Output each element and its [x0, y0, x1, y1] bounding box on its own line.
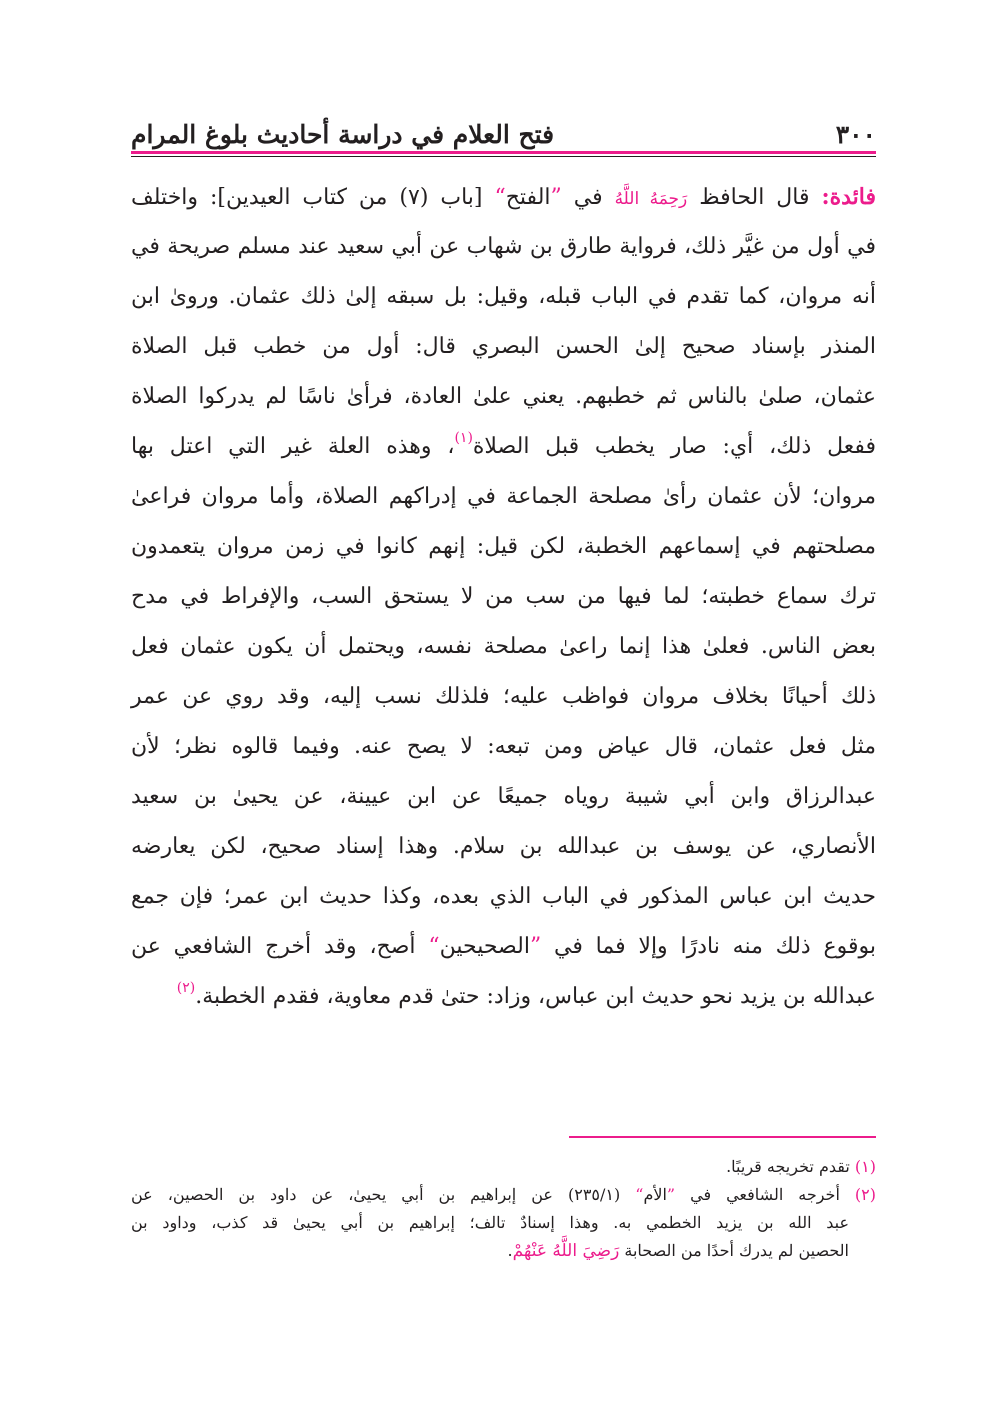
rahimahullah-honorific: رَحِمَهُ اللَّهُ — [614, 189, 688, 209]
page-number: ٣٠٠ — [835, 120, 876, 149]
text-line-9: ترك سماع خطبته؛ لما فيها من سب من لا يستحق السب، والإفراط في مدح — [131, 584, 876, 609]
text-line-14: الأنصاري، عن يوسف بن عبدالله بن سلام. وهذا إسناد صحيح، لكن يعارضه — [131, 834, 876, 859]
footnote-2-line-1: (٢) أخرجه الشافعي في ”الأم“ (٢٣٥/١) عن إبراهيم بن أبي يحيىٰ، عن داود بن الحصين، عن — [131, 1185, 876, 1204]
footnote-ref-2[interactable]: (٢) — [176, 980, 196, 996]
main-text — [131, 172, 876, 1022]
text-line-8: مصلحتهم في إسماعهم الخطبة، لكن قيل: إنهم كانوا في زمن مروان يتعمدون — [131, 534, 876, 559]
running-title: فتح العلام في دراسة أحاديث بلوغ المرام — [131, 120, 555, 149]
header-rule-accent — [131, 151, 876, 154]
text-line-1: فائدة: قال الحافظ رَحِمَهُ اللَّهُ في ”الفتح“ [باب (٧) من كتاب العيدين]: واختلف — [131, 184, 877, 210]
footnote-1: (١) تقدم تخريجه قريبًا. — [726, 1157, 876, 1176]
text-line-5: عثمان، صلىٰ بالناس ثم خطبهم. يعني علىٰ العادة، فرأىٰ ناسًا لم يدركوا الصلاة — [131, 384, 876, 409]
text-line-2: في أول من غيَّر ذلك، فرواية طارق بن شهاب عن أبي سعيد عند مسلم صريحة في — [131, 234, 876, 259]
footnotes — [131, 1153, 876, 1265]
text-line-10: بعض الناس. فعلىٰ هذا إنما راعىٰ مصلحة نفسه، ويحتمل أن يكون عثمان فعل — [131, 634, 876, 659]
footnote-2-line-2: عبد الله بن يزيد الخطمي به. وهذا إسنادٌ تالف؛ إبراهيم بن أبي يحيىٰ قد كذب، وداود بن — [131, 1213, 849, 1232]
text-line-3: أنه مروان، كما تقدم في الباب قبله، وقيل: بل سبقه إلىٰ ذلك عثمان. وروىٰ ابن — [131, 284, 876, 309]
footnote-ref-1[interactable]: (١) — [454, 430, 473, 446]
book-title-sahihayn: الصحيحين — [439, 934, 530, 959]
footnote-2-line-3: الحصين لم يدرك أحدًا من الصحابة رَضِيَ اللَّهُ عَنْهُمْ. — [507, 1241, 849, 1261]
text-line-6: ففعل ذلك، أي: صار يخطب قبل الصلاة$^{(١)}$، وهذه العلة غير التي اعتل بها — [131, 430, 876, 459]
header-rule — [131, 156, 876, 157]
footnote-number-2: (٢) — [854, 1185, 876, 1204]
book-title-umm: الأم — [643, 1185, 667, 1204]
text-line-11: ذلك أحيانًا بخلاف مروان فواظب عليه؛ فلذلك نسب إليه، وقد روي عن عمر — [131, 684, 876, 709]
text-line-12: مثل فعل عثمان، قال عياض ومن تبعه: لا يصح عنه. وفيما قالوه نظر؛ لأن — [131, 734, 876, 759]
footnote-separator — [569, 1136, 876, 1138]
book-title-fath: الفتح — [505, 185, 551, 210]
text-line-17: عبدالله بن يزيد نحو حديث ابن عباس، وزاد: حتىٰ قدم معاوية، فقدم الخطبة.$^{(٢)}$ — [176, 980, 876, 1009]
text-line-4: المنذر بإسناد صحيح إلىٰ الحسن البصري قال: أول من خطب قبل الصلاة — [131, 334, 876, 359]
radiyallahu-honorific: رَضِيَ اللَّهُ عَنْهُمْ — [512, 1241, 620, 1261]
text-line-16: بوقوع ذلك منه نادرًا وإلا فما في ”الصحيحين“ أصح، وقد أخرج الشافعي عن — [131, 934, 877, 959]
faida-label: فائدة: — [821, 184, 877, 210]
text-line-13: عبدالرزاق وابن أبي شيبة روياه جميعًا عن ابن عيينة، عن يحيىٰ بن سعيد — [131, 784, 876, 809]
page-header — [131, 108, 876, 150]
text-line-15: حديث ابن عباس المذكور في الباب الذي بعده، وكذا حديث ابن عمر؛ فإن جمع — [131, 884, 876, 909]
text-line-7: مروان؛ لأن عثمان رأىٰ مصلحة الجماعة في إدراكهم الصلاة، وأما مروان فراعىٰ — [131, 484, 876, 509]
footnote-number-1: (١) — [854, 1157, 876, 1176]
